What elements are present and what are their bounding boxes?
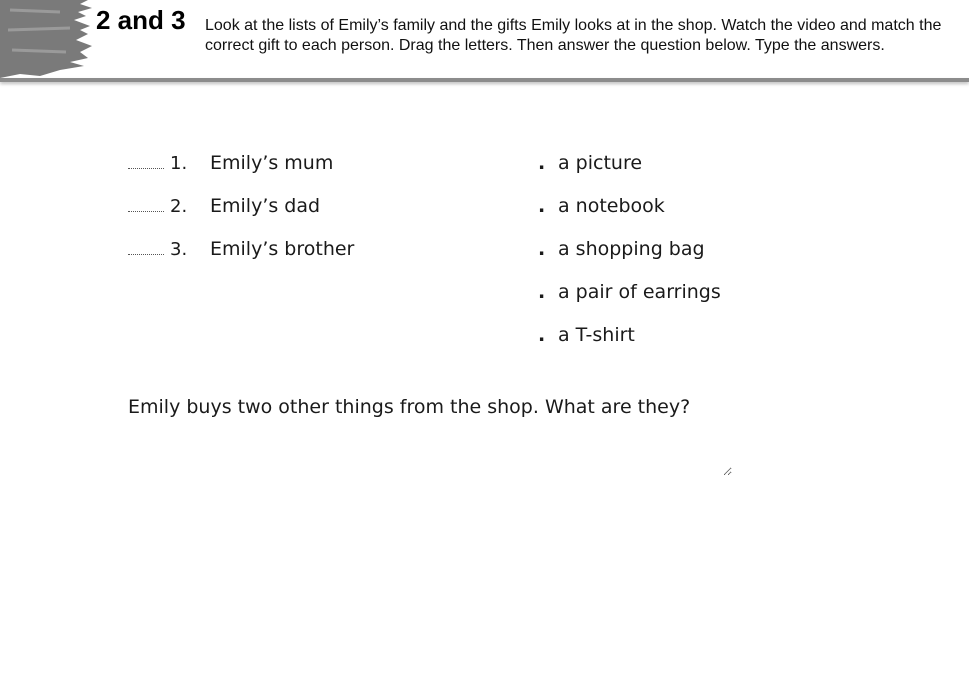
- gift-label: a shopping bag: [558, 238, 705, 260]
- family-item: [128, 195, 354, 238]
- family-member-label: Emily’s brother: [210, 238, 355, 260]
- gift-list: [538, 152, 721, 367]
- gift-item[interactable]: [538, 324, 721, 367]
- item-number: 1.: [170, 153, 188, 174]
- gift-label: a notebook: [558, 195, 665, 217]
- answer-drop-slot-3[interactable]: [128, 240, 164, 255]
- family-item: [128, 238, 354, 281]
- gift-label: a picture: [558, 152, 643, 174]
- draggable-letter-handle[interactable]: .: [538, 195, 546, 217]
- exercise-number: 2 and 3: [96, 5, 186, 35]
- item-number: 3.: [170, 239, 188, 260]
- answer-text-field[interactable]: [128, 432, 732, 476]
- paint-brush-stroke-icon: [0, 0, 100, 80]
- draggable-letter-handle[interactable]: .: [538, 324, 546, 346]
- gift-item[interactable]: [538, 238, 721, 281]
- gift-label: a pair of earrings: [558, 281, 721, 303]
- family-member-label: Emily’s dad: [210, 195, 321, 217]
- exercise-instructions: Look at the lists of Emily’s family and the gifts Emily looks at in the shop. Watch the video and match the correct gift to each person. Drag the letters. Then answer the question below. Type the answers.: [205, 17, 942, 54]
- answer-drop-slot-1[interactable]: [128, 154, 164, 169]
- question-text: Emily buys two other things from the shop. What are they?: [128, 396, 691, 418]
- item-number: 2.: [170, 196, 188, 217]
- gift-item[interactable]: [538, 152, 721, 195]
- draggable-letter-handle[interactable]: .: [538, 238, 546, 260]
- draggable-letter-handle[interactable]: .: [538, 152, 546, 174]
- answer-drop-slot-2[interactable]: [128, 197, 164, 212]
- header-divider: [0, 78, 969, 82]
- family-member-label: Emily’s mum: [210, 152, 334, 174]
- draggable-letter-handle[interactable]: .: [538, 281, 546, 303]
- family-item: [128, 152, 354, 195]
- gift-item[interactable]: [538, 195, 721, 238]
- family-list: [128, 152, 354, 281]
- gift-label: a T-shirt: [558, 324, 635, 346]
- exercise-header: [0, 0, 969, 78]
- gift-item[interactable]: [538, 281, 721, 324]
